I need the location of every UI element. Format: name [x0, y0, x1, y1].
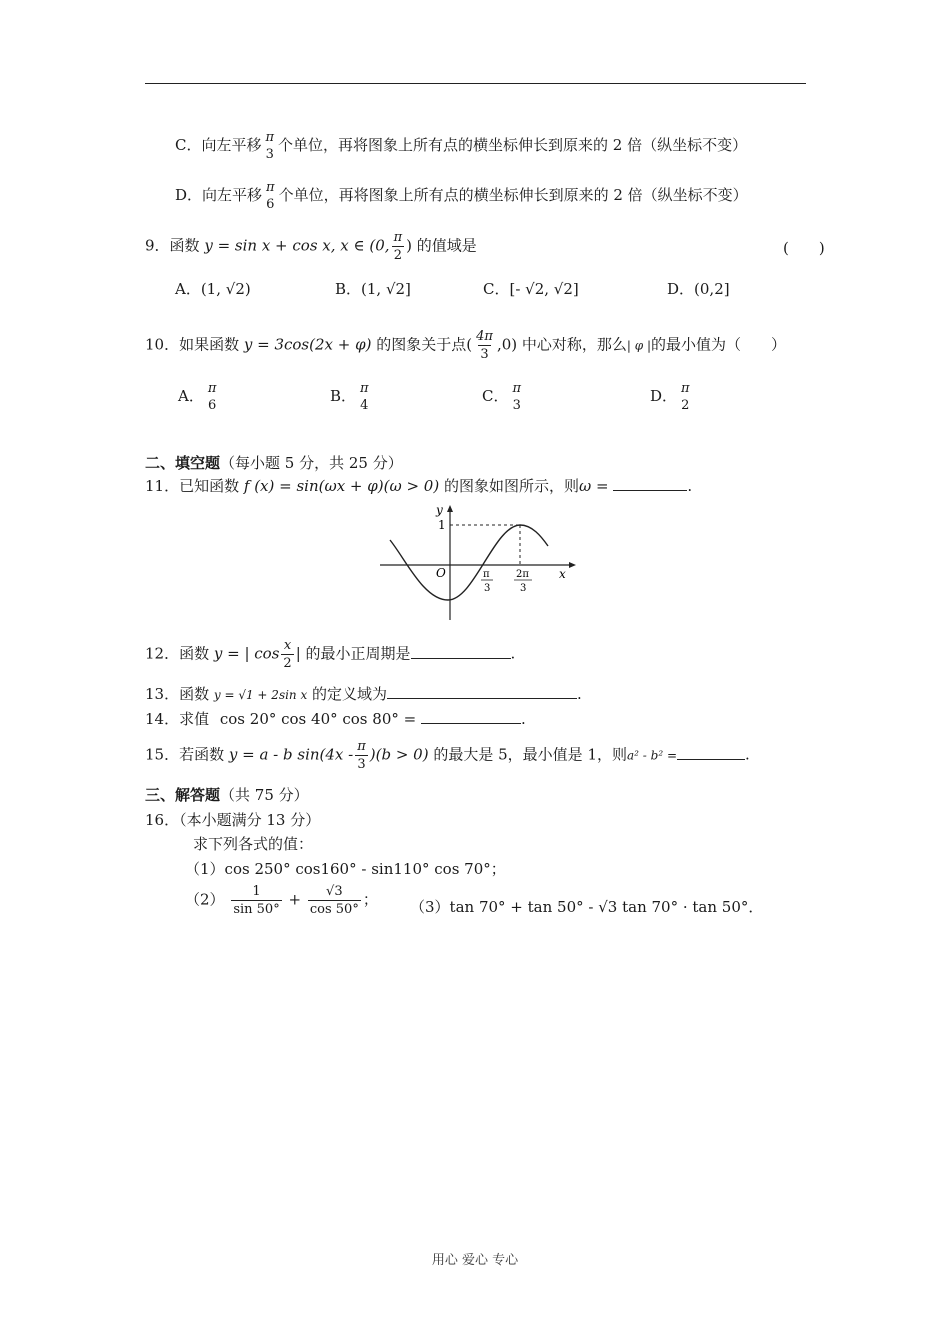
- q15-answer-blank[interactable]: [677, 745, 745, 760]
- q8-option-d: [175, 181, 748, 211]
- y-tick-one: 1: [438, 518, 446, 532]
- tick-pi3-num: π: [483, 569, 490, 580]
- q11-question: 11．已知函数 f (x) = sin(ωx + φ)(ω > 0) 的图象如图所示，则ω = .: [145, 477, 693, 495]
- header-rule: [145, 83, 806, 84]
- q11-answer-blank[interactable]: [613, 476, 687, 491]
- q14-answer-blank[interactable]: [421, 709, 521, 724]
- section2-title: 二、填空题: [145, 454, 221, 472]
- q16-part2: （2） $\frac{1}{\sin 50^\circ}$ + $\frac{√3}{\cos 50^\circ}$ ；: [185, 884, 378, 917]
- q8-c-fraction: π 3: [265, 130, 275, 162]
- q13-question: 13．函数 y = √1 + 2sin x 的定义域为 .: [145, 685, 582, 703]
- q16-label: 16．（本小题满分 13 分）: [145, 811, 321, 829]
- q12-question: 12．函数 y = | cos $\frac{x}{2}$ | 的最小正周期是 .: [145, 638, 516, 671]
- origin-label: O: [436, 566, 446, 580]
- sine-graph: [376, 500, 576, 622]
- q13-expr: y = √1 + 2sin x: [213, 688, 308, 702]
- q10-option-c: C． π 3: [482, 381, 522, 413]
- section3-title: 三、解答题: [145, 786, 221, 804]
- q16-part3-expr: tan 70° + tan 50° - √3 tan 70° · tan 50°．: [449, 898, 764, 916]
- q10-question: 10．如果函数 y = 3cos(2x + φ) 的图象关于点( $\frac{4\pi}{3}$ ,0) 中心对称，那么| φ |的最小值为（ ）: [145, 329, 787, 362]
- q9-question: 9．函数 y = sin x + cos x, x ∈ (0, $\frac{\pi}{2}$ ) 的值域是: [145, 230, 477, 263]
- q13-answer-blank[interactable]: [387, 684, 577, 699]
- y-axis-arrow: [447, 505, 453, 512]
- q9-option-a: A．(1, √2): [175, 280, 251, 298]
- q10-abs-phi: | φ |: [626, 338, 652, 353]
- q10-option-b: B． π 4: [330, 381, 369, 413]
- q12-answer-blank[interactable]: [411, 644, 511, 659]
- q8-c-prefix: C．向左平移: [175, 136, 262, 154]
- x-axis-label: x: [559, 567, 566, 581]
- q9-option-d: D．(0,2]: [667, 280, 730, 298]
- q16-intro: 求下列各式的值：: [193, 835, 314, 853]
- y-axis-label: y: [436, 503, 443, 517]
- q15-fraction: $\frac{\pi}{3}$: [357, 739, 366, 772]
- x-axis-arrow: [569, 562, 576, 568]
- page-footer: 用心 爱心 专心: [431, 1253, 519, 1268]
- q9-expr: y = sin x + cos x, x ∈ (0,: [204, 236, 390, 255]
- tick-2pi3-num: 2π: [516, 569, 529, 580]
- q16-part2-frac2: $\frac{√3}{\cos 50^\circ}$: [309, 884, 359, 917]
- q14-expr: cos 20° cos 40° cos 80° =: [219, 710, 417, 728]
- q8-d-fraction: π 6: [266, 180, 275, 212]
- q8-c-suffix: 个单位，再将图象上所有点的横坐标伸长到原来的 2 倍（纵坐标不变）: [278, 136, 748, 154]
- q10-expr: y = 3cos(2x + φ): [243, 335, 372, 354]
- section3-heading: [145, 784, 309, 805]
- q8-d-prefix: D．向左平移: [175, 186, 263, 204]
- tick-pi3-den: 3: [484, 583, 491, 594]
- q8-option-c: [175, 131, 747, 161]
- q9-tail: 的值域是: [416, 236, 477, 255]
- q9-option-c: C．[- √2, √2]: [483, 280, 579, 298]
- section2-heading: [145, 452, 403, 473]
- q9-answer-paren: ( ): [783, 239, 825, 257]
- tick-2pi3-den: 3: [520, 583, 527, 594]
- q10-option-d: D． π 2: [650, 381, 690, 413]
- q14-question: 14．求值 cos 20° cos 40° cos 80° = .: [145, 710, 526, 728]
- q10-point-fraction: $\frac{4\pi}{3}$: [476, 329, 493, 362]
- section3-note: （共 75 分）: [220, 786, 309, 804]
- q16-part1: （1）cos 250° cos160° - sin110° cos 70°；: [185, 860, 506, 878]
- q9-option-b: B．(1, √2]: [335, 280, 411, 298]
- q12-fraction: $\frac{x}{2}$: [283, 638, 292, 671]
- q16-part1-expr: cos 250° cos160° - sin110° cos 70°；: [224, 860, 506, 878]
- q9-label: 9．函数: [145, 236, 200, 255]
- q10-option-a: A． π 6: [178, 381, 217, 413]
- q15-question: 15．若函数 y = a - b sin(4x - $\frac{\pi}{3}$ )(b > 0) 的最大是 5，最小值是 1，则a² - b² = .: [145, 739, 750, 772]
- section2-note: （每小题 5 分，共 25 分）: [220, 454, 403, 472]
- q9-fraction: $\frac{\pi}{2}$: [393, 230, 403, 263]
- q8-d-suffix: 个单位，再将图象上所有点的横坐标伸长到原来的 2 倍（纵坐标不变）: [278, 186, 748, 204]
- q16-part3: （3）tan 70° + tan 50° - √3 tan 70° · tan 50°．: [410, 898, 764, 916]
- q16-part2-frac1: $\frac{1}{\sin 50^\circ}$: [233, 884, 280, 917]
- q11-expr: f (x) = sin(ωx + φ)(ω > 0): [243, 477, 440, 495]
